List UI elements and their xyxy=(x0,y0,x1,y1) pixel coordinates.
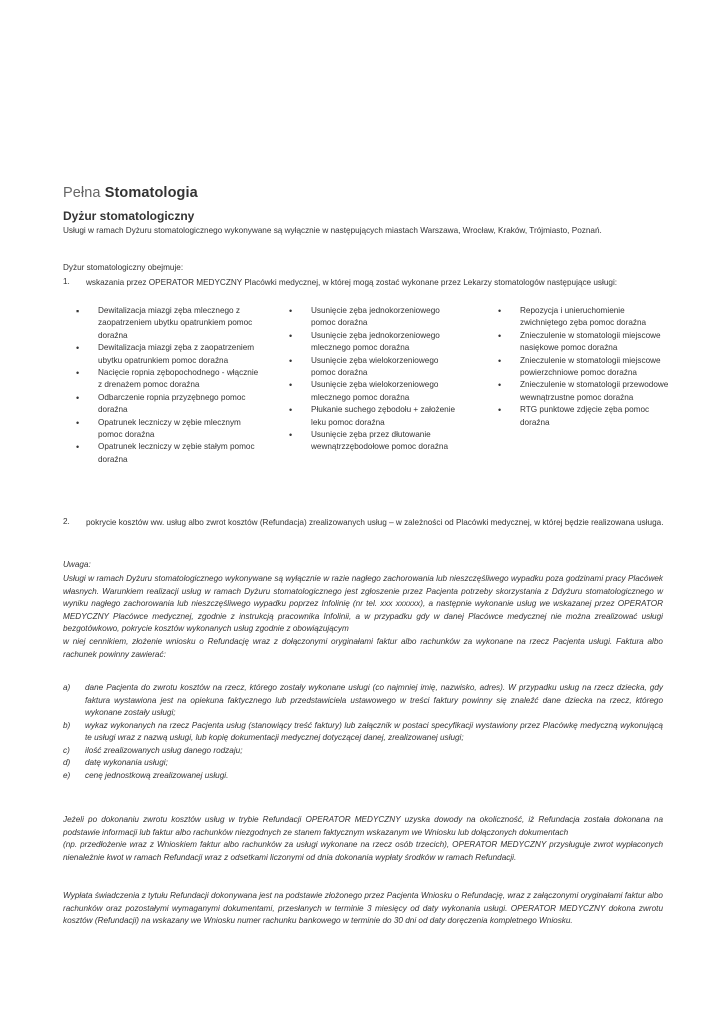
service-item: • Usunięcie zęba jednokorzeniowego mlecznego pomoc doraźna xyxy=(283,330,463,355)
bullet-icon: • xyxy=(498,306,502,316)
invoice-item: b) wykaz wykonanych na rzecz Pacjenta usług (stanowiący treść faktury) lub załącznik w postaci specyfikacji wystawiony przez Placówkę medyczną wykonującą te usługi wraz z nazwą usługi, lub kopię dokumentacji medycznej dotyczącej danej, zrealizowanej usługi; xyxy=(63,720,663,742)
invoice-requirements-list xyxy=(63,682,663,782)
service-item: • Usunięcie zęba przez dłutowanie wewnątrzzębodołowe pomoc doraźna xyxy=(283,429,463,454)
note-paragraph-2: w niej cennikiem, złożenie wniosku o Refundację wraz z dołączonymi oryginałami faktur albo rachunków za wykonane na rzecz Pacjenta usługi. Faktura albo rachunek powinny zawierać: xyxy=(63,636,663,659)
services-column-3 xyxy=(492,305,672,429)
service-item: • Usunięcie zęba wielokorzeniowego mlecznego pomoc doraźna xyxy=(283,379,463,404)
payment-paragraph: Wypłata świadczenia z tytułu Refundacji dokonywana jest na podstawie złożonego przez Pacjenta Wniosku o Refundację, wraz z załączonymi oryginałami faktur albo rachunków oraz pozostałymi wymaganymi dokumentami, przesłanych w terminie 3 miesięcy od daty wykonania usługi. OPERATOR MEDYCZNY dokona zwrotu kosztów (Refundacji) na wskazany we Wniosku numer rachunku bankowego w terminie do 30 dni od daty doręczenia kompletnego Wniosku. xyxy=(63,891,663,926)
service-item: • Nacięcie ropnia zębopochodnego - włącznie z drenażem pomoc doraźna xyxy=(70,367,260,392)
section-subtitle: Dyżur stomatologiczny xyxy=(63,209,195,223)
invoice-item: c) ilość zrealizowanych usług danego rodzaju; xyxy=(63,745,243,755)
bullet-icon: • xyxy=(76,368,80,379)
bullet-icon: ▪ xyxy=(76,306,80,316)
title-light: Pełna xyxy=(63,185,101,201)
covers-label: Dyżur stomatologiczny obejmuje: xyxy=(63,263,184,272)
invoice-item: d) datę wykonania usługi; xyxy=(63,758,168,767)
service-item: • Repozycja i unieruchomienie zwichniętego zęba pomoc doraźna xyxy=(492,305,672,330)
service-item: • Opatrunek leczniczy w zębie mlecznym pomoc doraźna xyxy=(70,417,260,442)
bullet-icon: • xyxy=(289,430,293,441)
services-column-2 xyxy=(283,305,463,454)
item-2-text: pokrycie kosztów ww. usług albo zwrot kosztów (Refundacja) zrealizowanych usług – w zależności od Placówki medycznej, w której będzie realizowana usługa. xyxy=(86,518,664,527)
service-item: • Znieczulenie w stomatologii miejscowe nasiękowe pomoc doraźna xyxy=(492,330,672,355)
services-column-1 xyxy=(70,305,260,466)
service-item: • Usunięcie zęba wielokorzeniowego pomoc doraźna xyxy=(283,355,463,380)
service-item: ▪ Dewitalizacja miazgi zęba mlecznego z zaopatrzeniem ubytku opatrunkiem pomoc doraźna xyxy=(70,305,260,342)
bullet-icon: • xyxy=(289,405,293,416)
intro-paragraph: Usługi w ramach Dyżuru stomatologicznego wykonywane są wyłącznie w następujących miastach Warszawa, Wrocław, Kraków, Trójmiasto, Poznań. xyxy=(63,226,602,235)
service-item: • Płukanie suchego zębodołu + założenie leku pomoc doraźna xyxy=(283,404,463,429)
service-item: • Odbarczenie ropnia przyzębnego pomoc doraźna xyxy=(70,392,260,417)
bullet-icon: • xyxy=(289,355,293,366)
bullet-icon: • xyxy=(289,330,293,341)
bullet-icon: • xyxy=(289,380,293,391)
bullet-icon: • xyxy=(76,343,80,354)
invoice-item: a) dane Pacjenta do zwrotu kosztów na rzecz, którego zostały wykonane usługi (co najmniej imię, nazwisko, adres). W przypadku usług na rzecz dziecka, gdy faktura wystawiona jest na opiekuna faktycznego lub przedstawiciela ustawowego w treści faktury powinny się znaleźć dane dziecka na rzecz, którego wykonane zostały usługi; xyxy=(63,683,663,717)
bullet-icon: • xyxy=(498,355,502,366)
page-title xyxy=(63,185,198,201)
title-bold: Stomatologia xyxy=(104,185,198,201)
bullet-icon: • xyxy=(498,330,502,341)
service-item: • Opatrunek leczniczy w zębie stałym pomoc doraźna xyxy=(70,441,260,466)
item-2-number: 2. xyxy=(63,517,70,526)
service-item: • Dewitalizacja miazgi zęba z zaopatrzeniem ubytku opatrunkiem pomoc doraźna xyxy=(70,342,260,367)
item-1-number: 1. xyxy=(63,277,70,286)
bullet-icon: • xyxy=(498,405,502,416)
note-paragraph xyxy=(63,573,663,661)
item-1-text: wskazania przez OPERATOR MEDYCZNY Placówki medycznej, w której mogą zostać wykonane przez Lekarzy stomatologów następujące usługi: xyxy=(86,278,618,287)
bullet-icon: • xyxy=(76,392,80,403)
service-item: • Znieczulenie w stomatologii przewodowe wewnątrzustne pomoc doraźna xyxy=(492,379,672,404)
service-item: • Usunięcie zęba jednokorzeniowego pomoc doraźna xyxy=(283,305,463,330)
bullet-icon: • xyxy=(498,380,502,391)
invoice-item: e) cenę jednostkową zrealizowanej usługi. xyxy=(63,770,229,780)
service-item: • RTG punktowe zdjęcie zęba pomoc doraźna xyxy=(492,404,672,429)
bullet-icon: • xyxy=(76,417,80,428)
note-label: Uwaga: xyxy=(63,560,91,569)
note-paragraph-1: Usługi w ramach Dyżuru stomatologicznego wykonywane są wyłącznie w razie nagłego zachorowania lub nieszczęśliwego wypadku poza godzinami pracy Placówek własnych. Warunkiem realizacji usług w ramach Dyżuru stomatologicznego jest zgłoszenie przez Pacjenta potrzeby skorzystania z Ddyżuru stomatologicznego w wyniku nagłego zachorowania lub nieszczęśliwego wypadku poprzez Infolinię (nr tel. xxx xxxxxx), a następnie wykonanie usług we wskazanej przez OPERATOR MEDYCZNY Placówce medycznej, zgodnie z instrukcją pracownika Infolinii, a w przypadku gdy w danej Placówce medycznej nie można zrealizować usługi bezgotówkowo, pokrycie kosztów wykonanych usług zgodnie z obowiązującym xyxy=(63,574,663,634)
bullet-icon: • xyxy=(289,306,293,316)
bullet-icon: • xyxy=(76,442,80,453)
service-item: • Znieczulenie w stomatologii miejscowe powierzchniowe pomoc doraźna xyxy=(492,355,672,380)
refund-recovery-paragraph: Jeżeli po dokonaniu zwrotu kosztów usług w trybie Refundacji OPERATOR MEDYCZNY uzyska dowody na okoliczność, iż Refundacja została dokonana na podstawie informacji lub faktur albo rachunków niezgodnych ze stanem faktycznym wskazanym we Wniosku lub dołączonych dokumentach (np. przedłożenie wraz z Wnioskiem faktur albo rachunków za usługi wykonane na rzecz osób trzecich), OPERATOR MEDYCZNY przysługuje zwrot wypłaconych nienależnie kwot w ramach Refundacji wraz z odsetkami liczonymi od dnia dokonania wypłaty środków w ramach Refundacji. xyxy=(63,815,663,862)
